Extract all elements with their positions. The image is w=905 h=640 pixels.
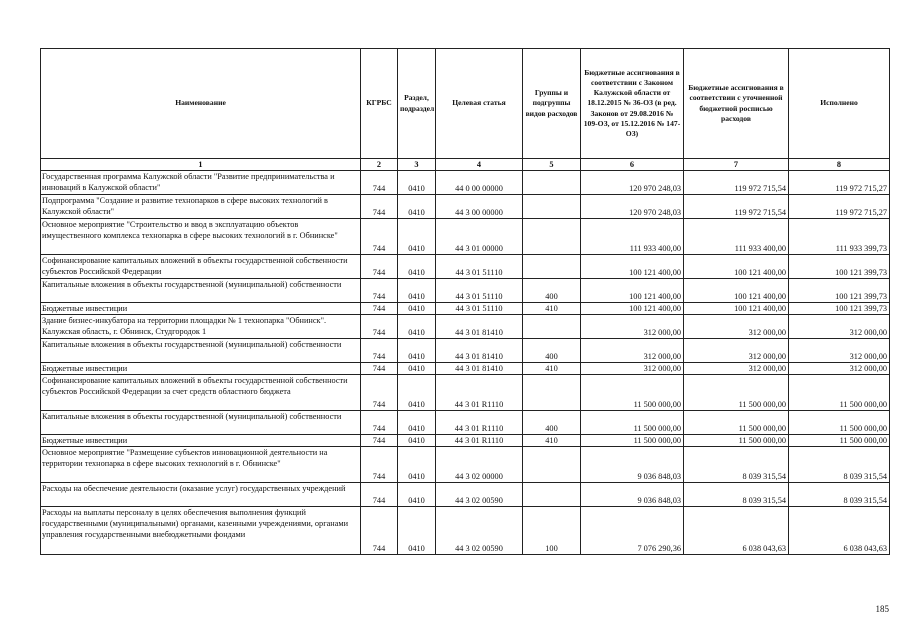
row-law-amount: 120 970 248,03 [581, 171, 684, 195]
row-target: 44 0 00 00000 [436, 171, 523, 195]
row-done-amount: 119 972 715,27 [789, 171, 890, 195]
row-law-amount: 9 036 848,03 [581, 447, 684, 483]
row-name: Бюджетные инвестиции [41, 303, 361, 315]
row-target: 44 3 01 51110 [436, 303, 523, 315]
header-groups: Группы и подгруппы видов расходов [523, 49, 581, 159]
row-section: 0410 [398, 411, 436, 435]
table-row [41, 339, 890, 363]
column-number-row [41, 159, 890, 171]
col-number: 8 [789, 159, 890, 171]
row-target: 44 3 01 R1110 [436, 435, 523, 447]
table-row [41, 195, 890, 219]
row-law-amount: 100 121 400,00 [581, 255, 684, 279]
row-kgrbs: 744 [361, 219, 398, 255]
row-revised-amount: 312 000,00 [684, 315, 789, 339]
row-revised-amount: 111 933 400,00 [684, 219, 789, 255]
row-name: Государственная программа Калужской области "Развитие предпринимательства и инноваций в Калужской области" [41, 171, 361, 195]
row-done-amount: 100 121 399,73 [789, 303, 890, 315]
row-name: Бюджетные инвестиции [41, 363, 361, 375]
row-kgrbs: 744 [361, 483, 398, 507]
row-group: 410 [523, 303, 581, 315]
row-section: 0410 [398, 507, 436, 555]
row-law-amount: 11 500 000,00 [581, 375, 684, 411]
row-revised-amount: 312 000,00 [684, 339, 789, 363]
row-section: 0410 [398, 303, 436, 315]
row-kgrbs: 744 [361, 411, 398, 435]
row-revised-amount: 11 500 000,00 [684, 411, 789, 435]
table-row [41, 255, 890, 279]
header-target: Целевая статья [436, 49, 523, 159]
row-name: Софинансирование капитальных вложений в объекты государственной собственности субъектов Российской Федерации за счет средств областного бюджета [41, 375, 361, 411]
row-group [523, 483, 581, 507]
row-target: 44 3 01 81410 [436, 339, 523, 363]
table-row [41, 483, 890, 507]
row-section: 0410 [398, 219, 436, 255]
row-group: 410 [523, 363, 581, 375]
row-revised-amount: 312 000,00 [684, 363, 789, 375]
row-kgrbs: 744 [361, 279, 398, 303]
row-name: Капитальные вложения в объекты государственной (муниципальной) собственности [41, 411, 361, 435]
row-target: 44 3 01 51110 [436, 279, 523, 303]
row-law-amount: 312 000,00 [581, 315, 684, 339]
table-body [41, 171, 890, 555]
row-law-amount: 100 121 400,00 [581, 303, 684, 315]
row-name: Бюджетные инвестиции [41, 435, 361, 447]
row-law-amount: 100 121 400,00 [581, 279, 684, 303]
row-section: 0410 [398, 171, 436, 195]
row-done-amount: 100 121 399,73 [789, 279, 890, 303]
row-section: 0410 [398, 375, 436, 411]
row-kgrbs: 744 [361, 339, 398, 363]
row-law-amount: 11 500 000,00 [581, 411, 684, 435]
header-kgrbs: КГРБС [361, 49, 398, 159]
row-name: Расходы на обеспечение деятельности (оказание услуг) государственных учреждений [41, 483, 361, 507]
row-kgrbs: 744 [361, 303, 398, 315]
row-revised-amount: 119 972 715,54 [684, 171, 789, 195]
row-target: 44 3 01 81410 [436, 315, 523, 339]
row-revised-amount: 8 039 315,54 [684, 483, 789, 507]
row-revised-amount: 100 121 400,00 [684, 255, 789, 279]
row-done-amount: 312 000,00 [789, 315, 890, 339]
row-kgrbs: 744 [361, 447, 398, 483]
row-kgrbs: 744 [361, 507, 398, 555]
row-section: 0410 [398, 339, 436, 363]
header-revised: Бюджетные ассигнования в соответствии с уточненной бюджетной росписью расходов [684, 49, 789, 159]
row-section: 0410 [398, 255, 436, 279]
row-revised-amount: 8 039 315,54 [684, 447, 789, 483]
table-row [41, 447, 890, 483]
row-group [523, 315, 581, 339]
col-number: 4 [436, 159, 523, 171]
row-group: 400 [523, 339, 581, 363]
row-kgrbs: 744 [361, 255, 398, 279]
row-group [523, 219, 581, 255]
row-section: 0410 [398, 483, 436, 507]
row-group: 400 [523, 411, 581, 435]
row-law-amount: 9 036 848,03 [581, 483, 684, 507]
table-row [41, 375, 890, 411]
row-kgrbs: 744 [361, 171, 398, 195]
header-section: Раздел, подраздел [398, 49, 436, 159]
row-done-amount: 100 121 399,73 [789, 255, 890, 279]
row-target: 44 3 01 51110 [436, 255, 523, 279]
col-number: 3 [398, 159, 436, 171]
row-group [523, 447, 581, 483]
row-name: Подпрограмма "Создание и развитие технопарков в сфере высоких технологий в Калужской области" [41, 195, 361, 219]
row-target: 44 3 01 81410 [436, 363, 523, 375]
table-row [41, 171, 890, 195]
row-done-amount: 312 000,00 [789, 363, 890, 375]
page-number: 185 [875, 604, 889, 614]
row-section: 0410 [398, 195, 436, 219]
table-row [41, 363, 890, 375]
row-law-amount: 11 500 000,00 [581, 435, 684, 447]
table-row [41, 411, 890, 435]
row-group [523, 195, 581, 219]
table-header-row [41, 49, 890, 159]
col-number: 5 [523, 159, 581, 171]
row-target: 44 3 01 00000 [436, 219, 523, 255]
col-number: 7 [684, 159, 789, 171]
row-revised-amount: 6 038 043,63 [684, 507, 789, 555]
table-row [41, 507, 890, 555]
row-kgrbs: 744 [361, 435, 398, 447]
row-name: Здание бизнес-инкубатора на территории площадки № 1 технопарка "Обнинск". Калужская область, г. Обнинск, Студгородок 1 [41, 315, 361, 339]
header-law: Бюджетные ассигнования в соответствии с Законом Калужской области от 18.12.2015 № 36-ОЗ (в ред. Законов от 29.08.2016 № 109-ОЗ, от 15.12.2016 № 147-ОЗ) [581, 49, 684, 159]
row-done-amount: 11 500 000,00 [789, 375, 890, 411]
row-target: 44 3 01 R1110 [436, 375, 523, 411]
row-target: 44 3 02 00000 [436, 447, 523, 483]
row-done-amount: 8 039 315,54 [789, 483, 890, 507]
row-section: 0410 [398, 363, 436, 375]
row-done-amount: 119 972 715,27 [789, 195, 890, 219]
row-done-amount: 6 038 043,63 [789, 507, 890, 555]
table-row [41, 435, 890, 447]
row-done-amount: 11 500 000,00 [789, 411, 890, 435]
row-done-amount: 8 039 315,54 [789, 447, 890, 483]
row-section: 0410 [398, 447, 436, 483]
row-section: 0410 [398, 279, 436, 303]
row-law-amount: 120 970 248,03 [581, 195, 684, 219]
table-row [41, 303, 890, 315]
row-kgrbs: 744 [361, 375, 398, 411]
col-number: 6 [581, 159, 684, 171]
row-law-amount: 7 076 290,36 [581, 507, 684, 555]
row-name: Основное мероприятие "Размещение субъектов инновационной деятельности на территории технопарка в сфере высоких технологий в г. Обнинске" [41, 447, 361, 483]
row-target: 44 3 01 R1110 [436, 411, 523, 435]
row-done-amount: 312 000,00 [789, 339, 890, 363]
row-section: 0410 [398, 435, 436, 447]
row-done-amount: 11 500 000,00 [789, 435, 890, 447]
col-number: 1 [41, 159, 361, 171]
row-kgrbs: 744 [361, 363, 398, 375]
col-number: 2 [361, 159, 398, 171]
row-kgrbs: 744 [361, 315, 398, 339]
row-law-amount: 312 000,00 [581, 339, 684, 363]
table-row [41, 279, 890, 303]
row-group: 400 [523, 279, 581, 303]
row-name: Софинансирование капитальных вложений в объекты государственной собственности субъектов Российской Федерации [41, 255, 361, 279]
row-revised-amount: 100 121 400,00 [684, 279, 789, 303]
row-law-amount: 111 933 400,00 [581, 219, 684, 255]
row-name: Основное мероприятие "Строительство и ввод в эксплуатацию объектов имущественного комплекса технопарка в сфере высоких технологий в г. Обнинске" [41, 219, 361, 255]
row-target: 44 3 02 00590 [436, 483, 523, 507]
row-kgrbs: 744 [361, 195, 398, 219]
table-row [41, 315, 890, 339]
row-group: 100 [523, 507, 581, 555]
row-name: Капитальные вложения в объекты государственной (муниципальной) собственности [41, 339, 361, 363]
budget-table [40, 48, 890, 555]
row-revised-amount: 11 500 000,00 [684, 435, 789, 447]
row-name: Капитальные вложения в объекты государственной (муниципальной) собственности [41, 279, 361, 303]
row-revised-amount: 119 972 715,54 [684, 195, 789, 219]
row-revised-amount: 100 121 400,00 [684, 303, 789, 315]
table-row [41, 219, 890, 255]
row-section: 0410 [398, 315, 436, 339]
row-name: Расходы на выплаты персоналу в целях обеспечения выполнения функций государственными (муниципальными) органами, казенными учреждениями, органами управления государственными внебюджетными фондами [41, 507, 361, 555]
row-done-amount: 111 933 399,73 [789, 219, 890, 255]
row-target: 44 3 00 00000 [436, 195, 523, 219]
row-target: 44 3 02 00590 [436, 507, 523, 555]
row-group [523, 375, 581, 411]
row-law-amount: 312 000,00 [581, 363, 684, 375]
row-group [523, 171, 581, 195]
row-revised-amount: 11 500 000,00 [684, 375, 789, 411]
header-done: Исполнено [789, 49, 890, 159]
header-name: Наименование [41, 49, 361, 159]
row-group: 410 [523, 435, 581, 447]
row-group [523, 255, 581, 279]
